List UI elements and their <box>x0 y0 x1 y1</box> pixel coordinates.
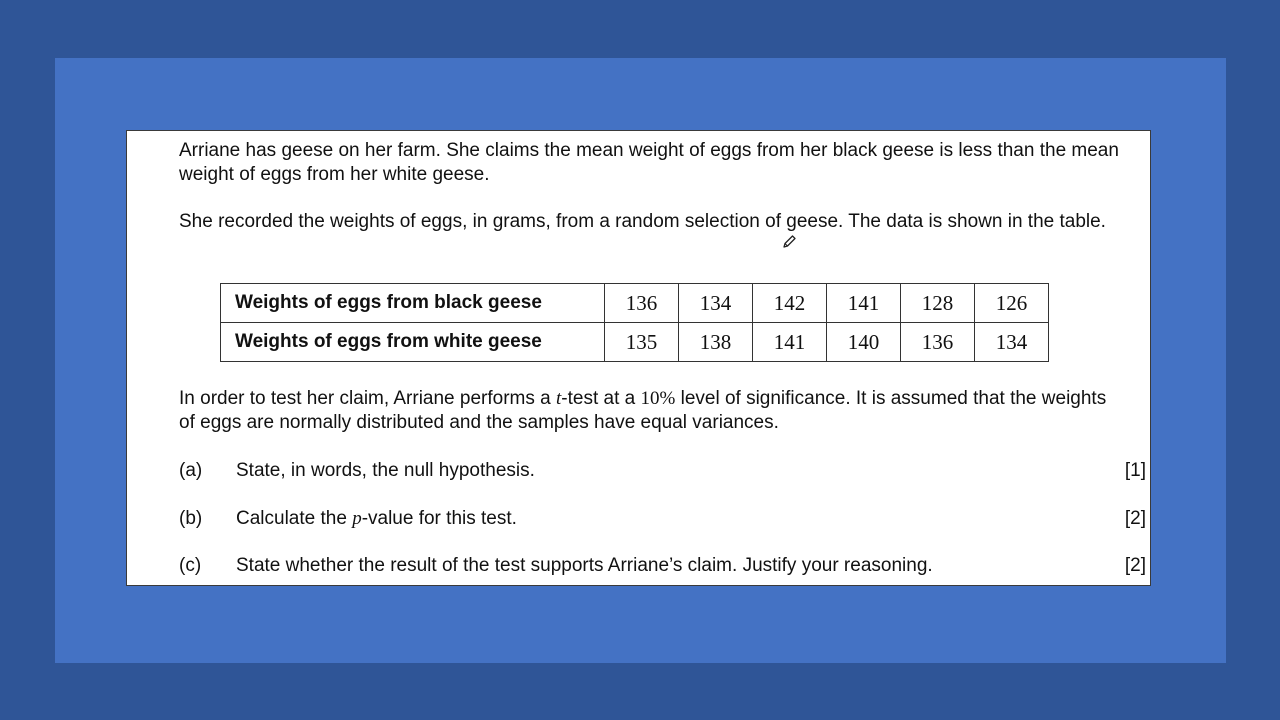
table-cell: 136 <box>605 284 679 323</box>
row-label-black-geese: Weights of eggs from black geese <box>221 284 605 323</box>
table-cell: 138 <box>679 323 753 362</box>
table-row <box>221 323 1049 362</box>
part-b <box>179 507 1149 531</box>
table-cell: 134 <box>975 323 1049 362</box>
test-description <box>179 387 1119 435</box>
test-text-start: In order to test her claim, Arriane performs a <box>179 388 556 409</box>
part-text <box>236 507 517 531</box>
intro-paragraph-2: She recorded the weights of eggs, in grams, from a random selection of geese. The data is shown in the table. <box>179 211 1106 232</box>
part-marks: [2] <box>1124 508 1146 529</box>
part-letter: (c) <box>179 555 202 576</box>
pencil-icon <box>781 234 797 250</box>
part-marks: [2] <box>1124 555 1146 576</box>
part-text-end: -value for this test. <box>361 508 517 529</box>
table-cell: 141 <box>827 284 901 323</box>
row-label-white-geese: Weights of eggs from white geese <box>221 323 605 362</box>
test-text-end: level of significance. It is assumed that the weights of eggs are normally distributed and the samples have equal variances. <box>179 388 1107 433</box>
table-cell: 128 <box>901 284 975 323</box>
table-cell: 126 <box>975 284 1049 323</box>
p-symbol: p <box>352 508 362 529</box>
part-letter: (b) <box>179 508 203 529</box>
t-symbol: t <box>556 388 562 409</box>
egg-weights-table <box>220 283 1049 362</box>
test-text-middle: -test at a <box>561 388 641 409</box>
table-cell: 142 <box>753 284 827 323</box>
table-cell: 135 <box>605 323 679 362</box>
table-cell: 136 <box>901 323 975 362</box>
part-marks: [1] <box>1124 460 1146 481</box>
part-text-start: Calculate the <box>236 508 353 529</box>
question-paper <box>126 130 1151 586</box>
part-letter: (a) <box>179 460 203 481</box>
part-c <box>179 554 1149 578</box>
significance-level: 10% <box>640 388 676 409</box>
table-cell: 141 <box>753 323 827 362</box>
part-text: State whether the result of the test supports Arriane’s claim. Justify your reasoning. <box>236 555 933 576</box>
table-cell: 140 <box>827 323 901 362</box>
part-a <box>179 459 1149 483</box>
intro-paragraph-1: Arriane has geese on her farm. She claims the mean weight of eggs from her black geese is less than the mean weight of eggs from her white geese. <box>179 140 1119 185</box>
table-cell: 134 <box>679 284 753 323</box>
part-text: State, in words, the null hypothesis. <box>236 460 535 481</box>
table-row <box>221 284 1049 323</box>
